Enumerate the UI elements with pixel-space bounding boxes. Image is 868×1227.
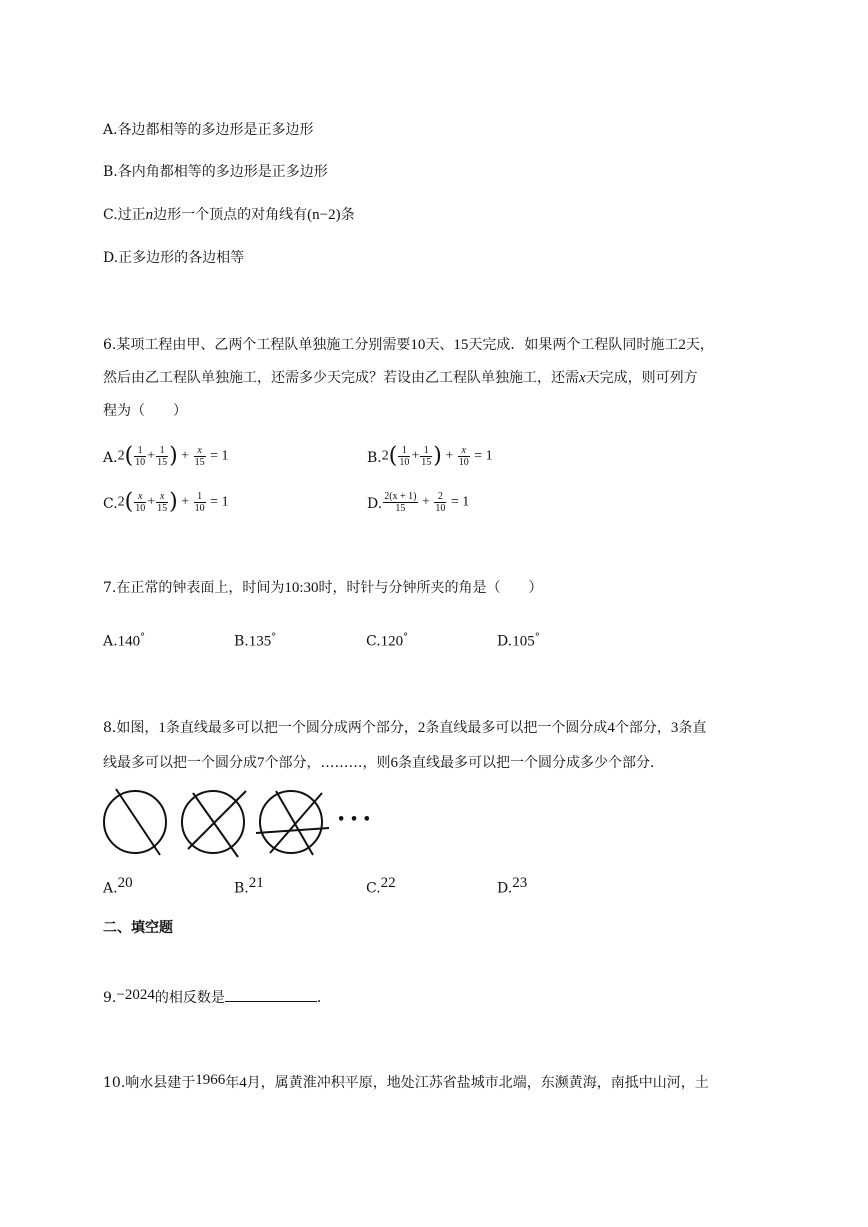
- circle-three-lines: [256, 791, 329, 855]
- q6-option-b: B.2( $\frac{1}{10}$ + $\frac{1}{15}$ ) + $\frac{x}{10}$ = 1: [367, 443, 493, 469]
- q9-stem: 9.−2024的相反数是 ．: [103, 987, 331, 1006]
- q8-option-b: B.$^{21}$: [234, 875, 264, 897]
- q8-option-d: D.$^{23}$: [497, 875, 528, 897]
- q7-option-b: B.135°: [234, 632, 277, 650]
- q8-line-2: 线最多可以把一个圆分成7个部分，………，则6条直线最多可以把一个圆分成多少个部分．: [103, 755, 664, 771]
- q7-stem: 7.在正常的钟表面上，时间为10:30时，时针与分钟所夹的角是（ ）: [103, 580, 543, 596]
- q6-option-a: A.2( $\frac{1}{10}$ + $\frac{1}{15}$ ) + $\frac{x}{15}$ = 1: [103, 443, 229, 469]
- q5-option-c: C.过正n边形一个顶点的对角线有(n−2)条: [103, 207, 355, 223]
- q8-option-c: C.$^{22}$: [366, 875, 396, 897]
- circle-one-line: [104, 789, 166, 855]
- q8-option-a: A.$^{20}$: [103, 875, 133, 897]
- q6-line-3: 程为（ ）: [103, 403, 187, 419]
- q5-option-a: A.各边都相等的多边形是正多边形: [103, 122, 314, 138]
- q6-line-2: 然后由乙工程队单独施工，还需多少天完成？若设由乙工程队单独施工，还需x天完成，则可列方: [103, 370, 698, 386]
- q5-option-b: B.各内角都相等的多边形是正多边形: [103, 164, 328, 180]
- q9-answer-blank[interactable]: [225, 987, 317, 1002]
- q5-option-d: D.正多边形的各边相等: [103, 250, 245, 266]
- circle-two-lines: [182, 791, 246, 857]
- q7-option-c: C.120°: [366, 632, 409, 650]
- q10-stem: 10.响水县建于1966年4月，属黄淮冲积平原，地处江苏省盐城市北端，东濒黄海，南抵中山河，土: [103, 1072, 709, 1091]
- q6-option-d: D. $\frac{2(x + 1)}{15}$ + $\frac{2}{10}$ = 1: [367, 491, 470, 514]
- q8-line-1: 8.如图，1条直线最多可以把一个圆分成两个部分，2条直线最多可以把一个圆分成4个部分，3条直: [103, 720, 707, 736]
- q6-option-c: C.2( $\frac{x}{10}$ + $\frac{x}{15}$ ) + $\frac{1}{10}$ = 1: [103, 489, 229, 515]
- q6-line-1: 6.某项工程由甲、乙两个工程队单独施工分别需要10天、15天完成．如果两个工程队同时施工2天，: [103, 337, 714, 353]
- q8-ellipsis: • • •: [337, 812, 371, 827]
- q7-option-d: D.105°: [497, 632, 540, 650]
- section-heading-fill-in: 二、填空题: [103, 920, 173, 936]
- q7-option-a: A.140°: [103, 632, 146, 650]
